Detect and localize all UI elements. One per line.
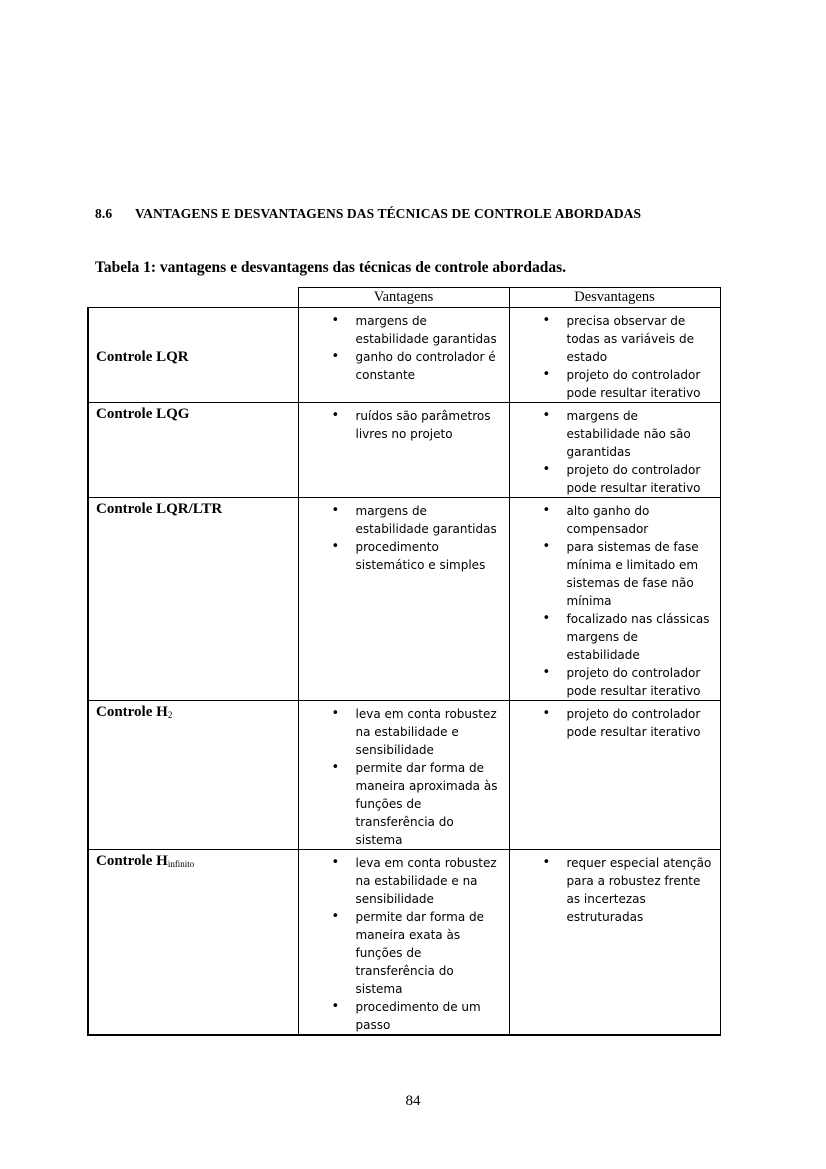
disadvantage-item: • projeto do controlador pode resultar iterativo — [510, 461, 714, 497]
row-label-text: Controle LQR/LTR — [96, 501, 223, 517]
advantage-item: • procedimento sistemático e simples — [299, 538, 503, 574]
table-header-row — [88, 288, 720, 308]
advantage-item: • margens de estabilidade garantidas — [299, 312, 503, 348]
advantages-list — [299, 701, 509, 849]
disadvantage-item: • para sistemas de fase mínima e limitado em sistemas de fase não mínima — [510, 538, 714, 610]
row-label-cell — [88, 498, 298, 701]
row-label-text: Controle LQR — [96, 349, 189, 365]
advantages-list — [299, 498, 509, 574]
row-label-cell — [88, 403, 298, 498]
row-label — [89, 498, 298, 518]
advantage-item: • ruídos são parâmetros livres no projeto — [299, 407, 503, 443]
row-label-subscript: infinito — [167, 859, 195, 869]
table-row — [88, 498, 720, 701]
row-label-cell — [88, 308, 298, 403]
header-blank-cell — [88, 288, 298, 308]
advantages-cell — [298, 308, 509, 403]
disadvantage-item: • projeto do controlador pode resultar iterativo — [510, 705, 714, 741]
row-label — [89, 308, 298, 366]
row-label-text: Controle H — [96, 853, 168, 869]
disadvantages-list — [510, 850, 720, 926]
advantage-item: • permite dar forma de maneira aproximada às funções de transferência do sistema — [299, 759, 503, 849]
row-label-cell — [88, 850, 298, 1036]
advantages-list — [299, 850, 509, 1034]
disadvantage-item: • margens de estabilidade não são garantidas — [510, 407, 714, 461]
advantage-item: • procedimento de um passo — [299, 998, 503, 1034]
disadvantages-cell — [509, 498, 720, 701]
row-label — [89, 403, 298, 423]
disadvantage-item: • precisa observar de todas as variáveis de estado — [510, 312, 714, 366]
disadvantages-cell — [509, 403, 720, 498]
advantage-item: • leva em conta robustez na estabilidade e sensibilidade — [299, 705, 503, 759]
disadvantages-cell — [509, 701, 720, 850]
table-body — [88, 308, 720, 1036]
advantages-cell — [298, 850, 509, 1036]
page-number: 84 — [405, 1093, 421, 1109]
row-label-text: Controle LQG — [96, 406, 190, 422]
section-number: 8.6 — [95, 206, 113, 221]
disadvantages-cell — [509, 308, 720, 403]
row-label-subscript: 2 — [167, 710, 173, 720]
row-label-cell — [88, 701, 298, 850]
row-label — [89, 701, 298, 724]
header-advantages: Vantagens — [298, 288, 509, 308]
table-caption: Tabela 1: vantagens e desvantagens das técnicas de controle abordadas. — [95, 259, 567, 276]
disadvantages-list — [510, 308, 720, 402]
comparison-table — [87, 287, 721, 1036]
advantages-cell — [298, 403, 509, 498]
advantage-item: • leva em conta robustez na estabilidade e na sensibilidade — [299, 854, 503, 908]
section-heading — [95, 206, 641, 222]
disadvantages-list — [510, 701, 720, 741]
disadvantages-list — [510, 498, 720, 700]
row-label-text: Controle H — [96, 704, 168, 720]
advantage-item: • permite dar forma de maneira exata às funções de transferência do sistema — [299, 908, 503, 998]
advantages-cell — [298, 701, 509, 850]
advantages-list — [299, 403, 509, 443]
advantage-item: • ganho do controlador é constante — [299, 348, 503, 384]
table-row — [88, 403, 720, 498]
disadvantage-item: • requer especial atenção para a robustez frente as incertezas estruturadas — [510, 854, 714, 926]
disadvantages-cell — [509, 850, 720, 1036]
advantage-item: • margens de estabilidade garantidas — [299, 502, 503, 538]
disadvantage-item: • alto ganho do compensador — [510, 502, 714, 538]
advantages-list — [299, 308, 509, 384]
disadvantage-item: • focalizado nas clássicas margens de estabilidade — [510, 610, 714, 664]
disadvantage-item: • projeto do controlador pode resultar iterativo — [510, 664, 714, 700]
table-row — [88, 308, 720, 403]
advantages-cell — [298, 498, 509, 701]
header-disadvantages: Desvantagens — [509, 288, 720, 308]
row-label — [89, 850, 298, 873]
table-row — [88, 850, 720, 1036]
table-row — [88, 701, 720, 850]
disadvantages-list — [510, 403, 720, 497]
disadvantage-item: • projeto do controlador pode resultar iterativo — [510, 366, 714, 402]
section-title: VANTAGENS E DESVANTAGENS DAS TÉCNICAS DE CONTROLE ABORDADAS — [135, 206, 642, 221]
